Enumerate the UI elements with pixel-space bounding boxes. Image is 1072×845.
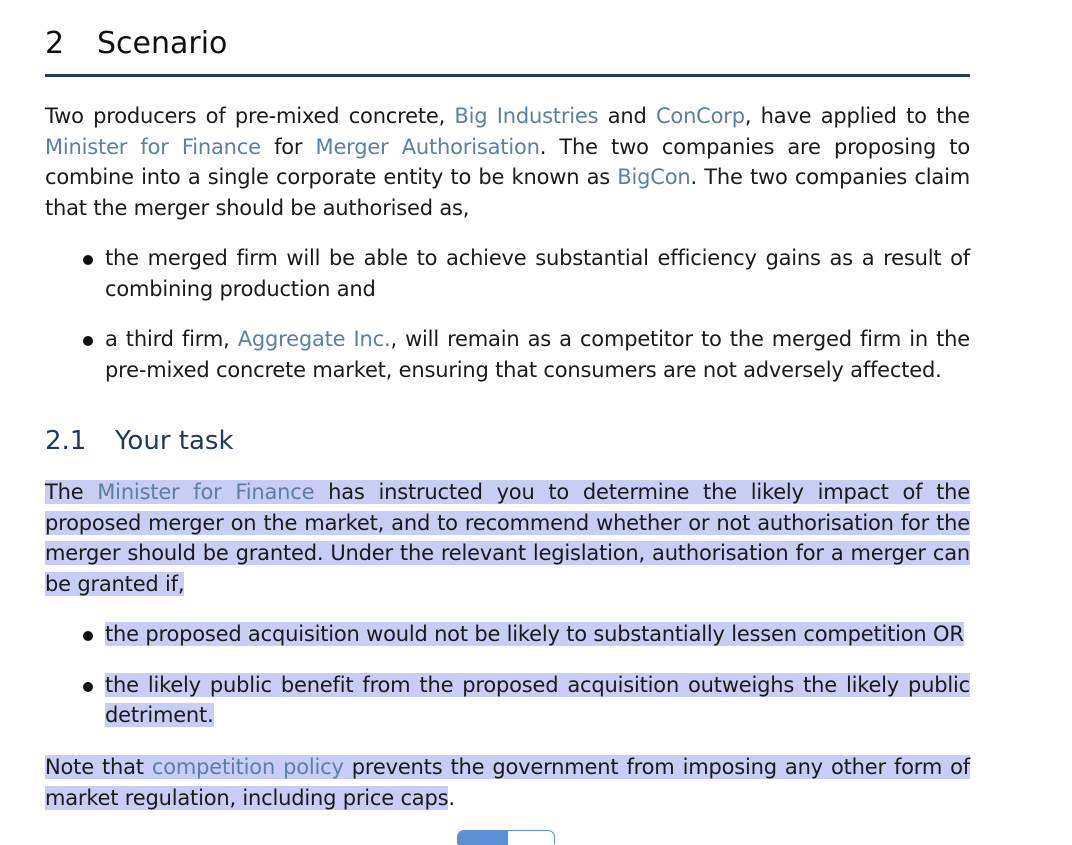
scrollbar-thumb[interactable] xyxy=(458,831,508,845)
link-minister-for-finance-task[interactable]: Minister for Finance xyxy=(97,480,315,504)
intro-text: . The two companies are proposing to combine into a single corporate entity to be known as xyxy=(45,134,970,189)
note-text: prevents the government from imposing any other form of market regulation, including price caps xyxy=(45,755,971,810)
list-item-text: , will remain as a competitor to the merged firm in the pre-mixed concrete market, ensuring that consumers are not adversely affected. xyxy=(105,327,971,382)
bullet-icon xyxy=(83,682,93,692)
link-competition-policy[interactable]: competition policy xyxy=(151,755,344,779)
note-highlight[interactable] xyxy=(45,755,970,810)
list-item-text: the proposed acquisition would not be likely to substantially lessen competition OR xyxy=(105,622,964,646)
condition-highlight[interactable] xyxy=(105,673,970,728)
section-heading xyxy=(45,26,227,61)
list-item-text: a third firm, xyxy=(105,327,238,351)
section-title: Scenario xyxy=(97,26,228,61)
task-paragraph xyxy=(45,477,970,599)
note-text: . xyxy=(448,785,455,810)
condition-highlight[interactable] xyxy=(105,622,964,646)
link-aggregate-inc[interactable]: Aggregate Inc. xyxy=(237,327,391,351)
task-text: has instructed you to determine the likely impact of the proposed merger on the market, and to recommend whether or not authorisation for the merger should be granted. Under the relevant legislation, authorisation for a merger can be granted if, xyxy=(45,480,970,596)
bullet-icon xyxy=(83,255,93,265)
link-concorp[interactable]: ConCorp xyxy=(655,104,745,128)
list-item-text: the merged firm will be able to achieve substantial efficiency gains as a result of combining production and xyxy=(105,246,970,301)
bullet-icon xyxy=(83,631,93,641)
link-bigcon[interactable]: BigCon xyxy=(617,165,691,189)
list-item xyxy=(45,243,970,304)
claims-list xyxy=(45,243,970,385)
intro-text: , have applied to the xyxy=(744,104,970,128)
list-item-text: the likely public benefit from the proposed acquisition outweighs the likely public detriment. xyxy=(105,672,970,727)
task-highlight[interactable] xyxy=(45,480,970,596)
bullet-icon xyxy=(83,336,93,346)
intro-text: for xyxy=(260,134,316,159)
section-rule xyxy=(45,74,970,77)
list-item xyxy=(45,324,970,385)
subsection-heading xyxy=(45,426,234,456)
intro-text: Two producers of pre-mixed concrete, xyxy=(45,104,455,128)
subsection-title: Your task xyxy=(115,426,234,456)
link-big-industries[interactable]: Big Industries xyxy=(454,104,599,128)
intro-paragraph xyxy=(45,101,970,223)
list-item xyxy=(45,670,970,731)
section-number: 2 xyxy=(45,26,65,61)
link-minister-for-finance[interactable]: Minister for Finance xyxy=(45,134,261,159)
intro-text: . The two companies claim that the merger should be authorised as, xyxy=(45,165,970,220)
task-text: The xyxy=(45,480,98,504)
conditions-list xyxy=(45,619,970,731)
subsection-number: 2.1 xyxy=(45,426,87,456)
list-item xyxy=(45,619,970,650)
link-merger-authorisation[interactable]: Merger Authorisation xyxy=(315,134,540,159)
note-paragraph xyxy=(45,752,970,813)
intro-text: and xyxy=(598,104,656,128)
note-text: Note that xyxy=(45,755,152,779)
